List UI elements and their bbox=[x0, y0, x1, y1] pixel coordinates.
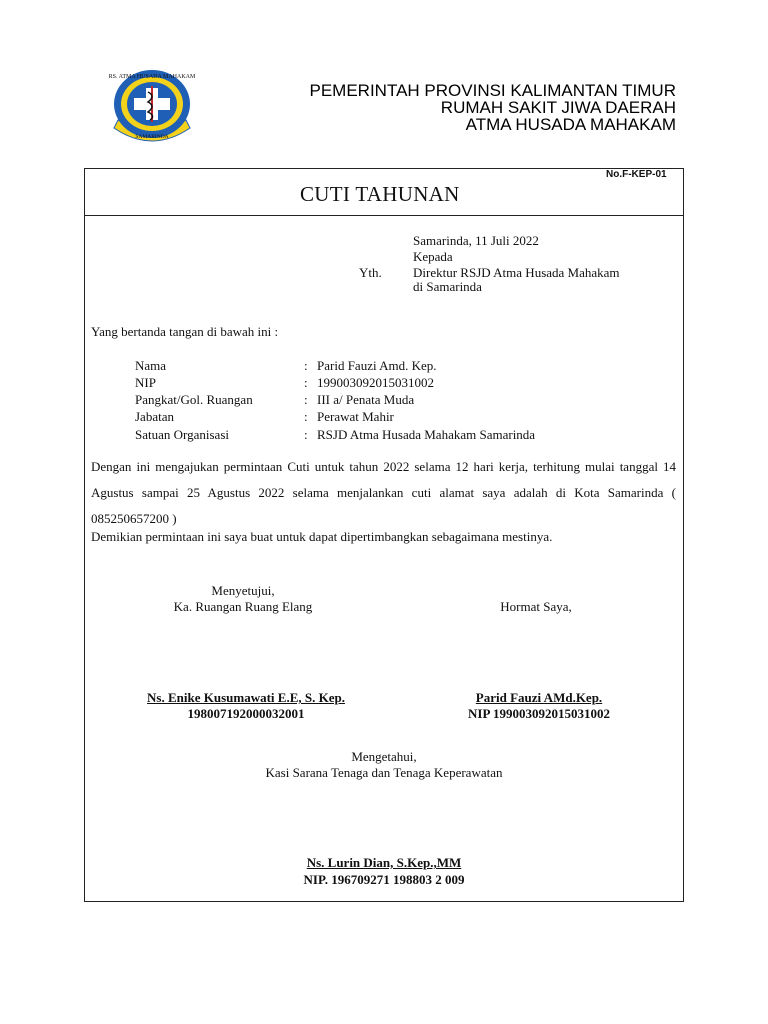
field-colon: : bbox=[304, 358, 308, 373]
intro-text: Yang bertanda tangan di bawah ini : bbox=[91, 324, 279, 339]
regards-caption: Hormat Saya, bbox=[500, 599, 572, 614]
field-colon: : bbox=[304, 409, 308, 424]
yth-label: Yth. bbox=[359, 265, 382, 280]
field-label-nama: Nama bbox=[135, 358, 167, 373]
field-value-nama: Parid Fauzi Amd. Kep. bbox=[317, 358, 437, 373]
field-colon: : bbox=[304, 375, 308, 390]
logo-bottom-text: SAMARINDA bbox=[135, 134, 169, 140]
field-label-satuan: Satuan Organisasi bbox=[135, 427, 229, 442]
form-title: CUTI TAHUNAN bbox=[300, 182, 460, 206]
closing-paragraph: Demikian permintaan ini saya buat untuk dapat dipertimbangkan sebagaimana mestinya. bbox=[91, 529, 553, 544]
approver-name: Ns. Enike Kusumawati E.E, S. Kep. bbox=[147, 690, 345, 705]
field-label-jabatan: Jabatan bbox=[135, 409, 174, 424]
approver-nip: 198007192000032001 bbox=[187, 706, 305, 721]
header-line-3: ATMA HUSADA MAHAKAM bbox=[465, 115, 676, 134]
applicant-name: Parid Fauzi AMd.Kep. bbox=[475, 690, 603, 705]
recipient: Direktur RSJD Atma Husada Mahakam bbox=[413, 265, 620, 280]
field-label-pangkat: Pangkat/Gol. Ruangan bbox=[135, 392, 253, 407]
request-paragraph: Dengan ini mengajukan permintaan Cuti untuk tahun 2022 selama 12 hari kerja, terhitung mulai tanggal 14 Agustus sampai 25 Agustus 2022 selama menjalankan cuti alamat saya adalah di Kota Samarinda ( 085250657200 ) bbox=[91, 459, 676, 526]
letter-date: Samarinda, 11 Juli 2022 bbox=[413, 233, 539, 248]
logo-top-text: RS. ATMA HUSADA MAHAKAM bbox=[108, 74, 196, 80]
form-number: No.F-KEP-01 bbox=[606, 169, 667, 180]
acknowledger-nip: NIP. 196709271 198803 2 009 bbox=[303, 872, 465, 887]
acknowledger-position: Kasi Sarana Tenaga dan Tenaga Keperawatan bbox=[265, 765, 503, 780]
field-value-pangkat: III a/ Penata Muda bbox=[317, 392, 415, 407]
kepada-label: Kepada bbox=[413, 249, 453, 264]
approval-caption: Menyetujui, bbox=[211, 583, 275, 598]
recipient-place: di Samarinda bbox=[413, 279, 482, 294]
title-divider bbox=[84, 215, 684, 216]
header-line-1: PEMERINTAH PROVINSI KALIMANTAN TIMUR bbox=[309, 81, 676, 100]
hospital-logo bbox=[104, 66, 200, 146]
field-value-nip: 199003092015031002 bbox=[317, 375, 434, 390]
acknowledge-caption: Mengetahui, bbox=[351, 749, 417, 764]
header-line-2: RUMAH SAKIT JIWA DAERAH bbox=[440, 98, 676, 117]
field-value-jabatan: Perawat Mahir bbox=[317, 409, 394, 424]
field-label-nip: NIP bbox=[135, 375, 156, 390]
field-colon: : bbox=[304, 392, 308, 407]
field-value-satuan: RSJD Atma Husada Mahakam Samarinda bbox=[317, 427, 536, 442]
applicant-nip: NIP 199003092015031002 bbox=[468, 706, 610, 721]
field-colon: : bbox=[304, 427, 308, 442]
acknowledger-name: Ns. Lurin Dian, S.Kep.,MM bbox=[306, 855, 462, 870]
approver-position: Ka. Ruangan Ruang Elang bbox=[173, 599, 313, 614]
